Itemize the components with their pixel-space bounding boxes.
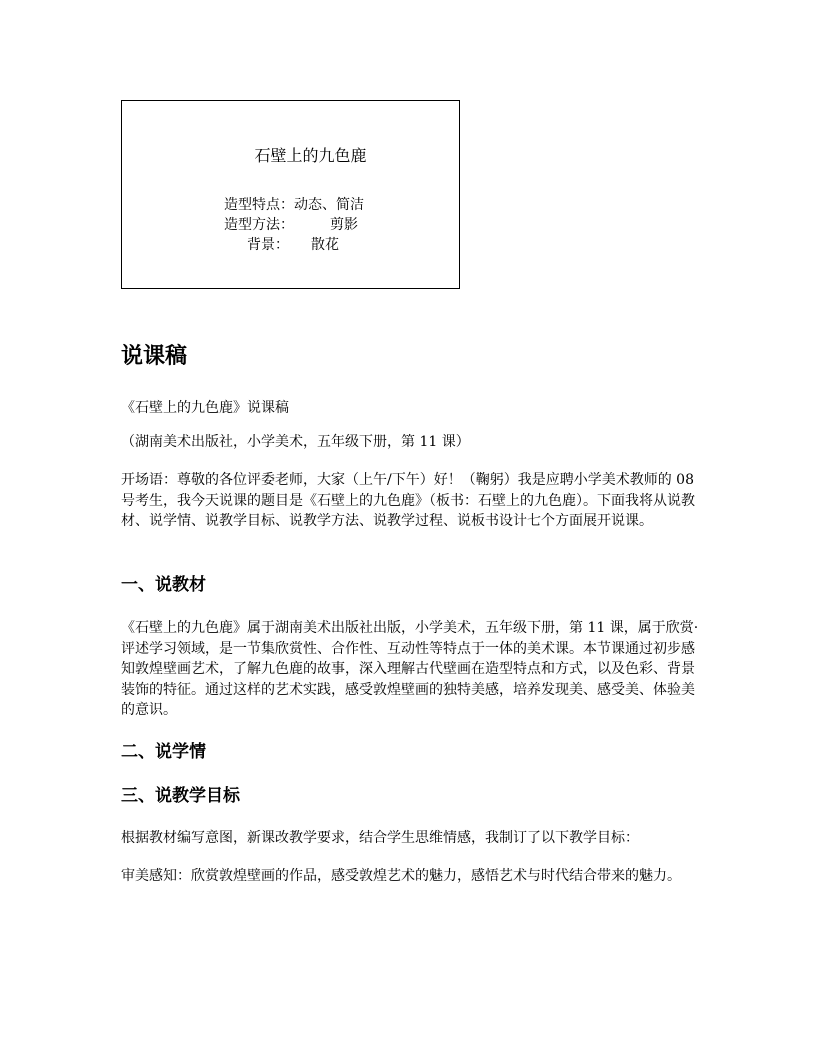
board-title: 石壁上的九色鹿 [254,146,367,165]
section-heading-textbook: 一、说教材 [121,575,206,595]
textbook-paragraph: 《石壁上的九色鹿》属于湖南美术出版社出版，小学美术，五年级下册，第 11 课，属于欣赏·评述学习领域，是一节集欣赏性、合作性、互动性等特点于一体的美术课。本节课通过初步感知敦煌壁画艺术，了解九色鹿的故事，深入理解古代壁画在造型特点和方式，以及色彩、背景装饰的特征。通过这样的艺术实践，感受敦煌壁画的独特美感，培养发现美、感受美、体验美的意识。 [121,620,699,718]
section-heading-goals: 三、说教学目标 [121,786,240,806]
board-line-method [224,215,358,235]
board-label: 背景： [247,237,289,253]
board-line-shape [224,195,364,215]
goal-aesthetic-paragraph: 审美感知：欣赏敦煌壁画的作品，感受敦煌艺术的魅力，感悟艺术与时代结合带来的魅力。 [121,868,681,884]
board-label: 造型方法： [224,217,294,233]
board-line-background [247,235,339,255]
document-source: （湖南美术出版社，小学美术，五年级下册，第 11 课） [121,434,470,450]
opening-paragraph: 开场语：尊敬的各位评委老师，大家（上午/下午）好！（鞠躬）我是应聘小学美术教师的 08 号考生，我今天说课的题目是《石壁上的九色鹿》（板书：石壁上的九色鹿）。下面我将从说教材、说学情、说教学目标、说教学方法、说教学过程、说板书设计七个方面展开说课。 [121,472,695,529]
goals-intro-paragraph: 根据教材编写意图，新课改教学要求，结合学生思维情感，我制订了以下教学目标： [121,830,639,846]
section-heading-students: 二、说学情 [121,742,206,762]
blackboard-design-box [121,100,460,289]
board-value: 散花 [311,237,339,253]
page-title: 说课稿 [121,344,188,369]
board-value: 动态、简洁 [294,197,364,213]
board-value: 剪影 [330,217,358,233]
board-label: 造型特点： [224,197,294,213]
document-subtitle: 《石壁上的九色鹿》说课稿 [121,400,289,416]
